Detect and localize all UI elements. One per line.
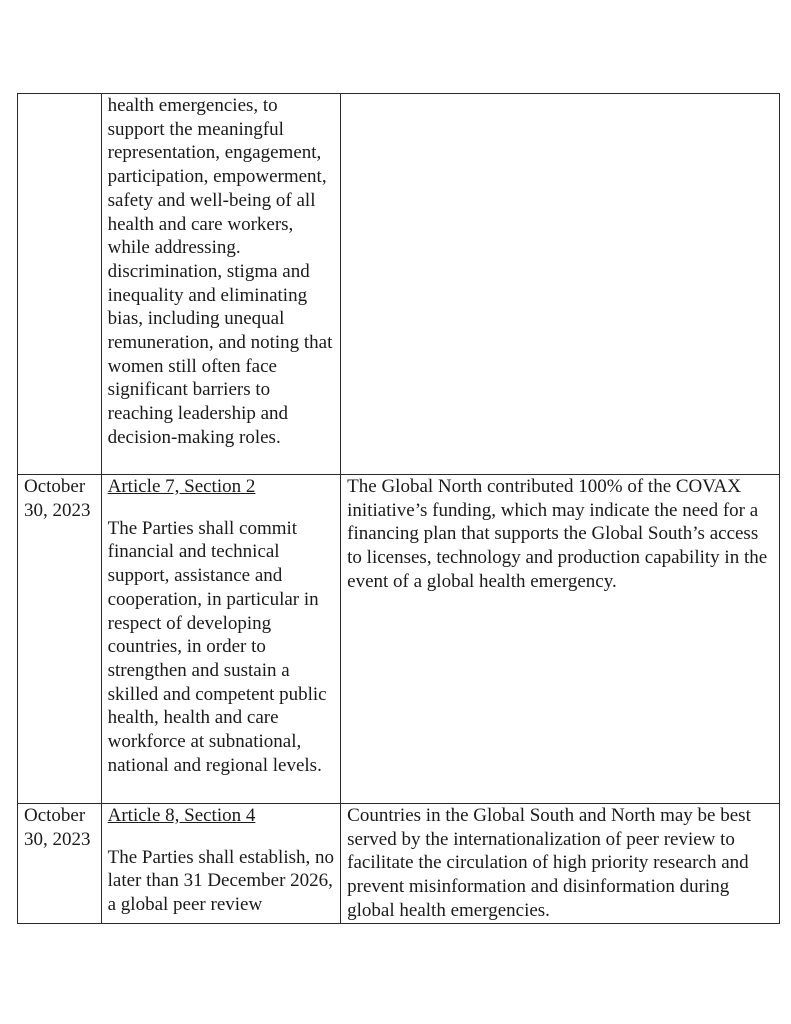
article-cell bbox=[101, 804, 341, 924]
document-table bbox=[17, 93, 780, 924]
article-cell bbox=[101, 475, 341, 804]
table-row bbox=[18, 804, 780, 924]
table-row bbox=[18, 475, 780, 804]
article-body: health emergencies, to support the meaningful representation, engagement, participation, empowerment, safety and well-being of all health and care workers, while addressing. discrimination, stigma and inequality and eliminating bias, including unequal remuneration, and noting that women still often face significant barriers to reaching leadership and decision-making roles. bbox=[107, 95, 333, 448]
date-text: October 30, 2023 bbox=[24, 805, 91, 850]
analysis-text: Countries in the Global South and North may be best served by the internationalization of peer review to facilitate the circulation of high priority research and prevent misinformation and disinformation during global health emergencies. bbox=[347, 805, 751, 921]
analysis-text: The Global North contributed 100% of the COVAX initiative’s funding, which may indicate the need for a financing plan that supports the Global South’s access to licenses, technology and production capability in the event of a global health emergency. bbox=[347, 476, 768, 592]
article-body: The Parties shall commit financial and technical support, assistance and cooperation, in particular in respect of developing countries, in order to strengthen and sustain a skilled and competent public health, health and care workforce at subnational, national and regional levels. bbox=[107, 517, 327, 776]
analysis-cell bbox=[341, 94, 780, 475]
article-body: The Parties shall establish, no later than 31 December 2026, a global peer review bbox=[107, 846, 335, 916]
table-row bbox=[18, 94, 780, 475]
analysis-cell bbox=[341, 475, 780, 804]
article-cell bbox=[101, 94, 341, 475]
article-heading: Article 7, Section 2 bbox=[107, 476, 256, 497]
date-text: October 30, 2023 bbox=[24, 476, 91, 521]
article-heading: Article 8, Section 4 bbox=[107, 805, 256, 826]
date-cell bbox=[18, 94, 102, 475]
date-cell bbox=[18, 475, 102, 804]
date-cell bbox=[18, 804, 102, 924]
analysis-cell bbox=[341, 804, 780, 924]
